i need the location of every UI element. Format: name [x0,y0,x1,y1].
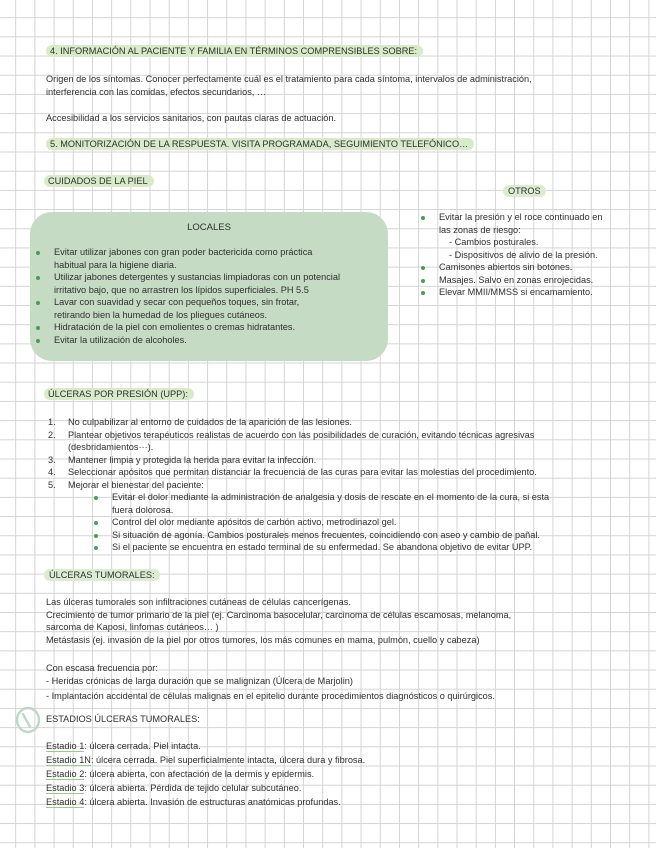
otros-list [419,211,634,299]
upp-heading: ÚLCERAS POR PRESIÓN (UPP): [44,388,194,401]
upp-item: 3. Mantener limpia y protegida la herida para evitar la infección. [48,454,317,465]
stage-description: : úlcera cerrada. Piel intacta. [84,741,201,751]
tumor-frequency-block: Con escasa frecuencia por: - Heridas crónicas de larga duración que se malignizan (Úlcera de Marjolin) - Implantación accidental de células malignas en el epitelio durante procedimientos diagnósticos o quirúrgicos. [46,663,495,701]
upp-sublist [46,491,606,554]
upp-subitem: Control del olor mediante apósitos de carbón activo, metrodinazol gel. [92,516,606,529]
otros-title: OTROS [503,185,546,198]
stage-description: : úlcera abierta. Pérdida de tejido celular subcutáneo. [84,783,302,793]
skin-care-heading: CUIDADOS DE LA PIEL [44,175,154,188]
upp-subitem: Si el paciente se encuentra en estado terminal de su enfermedad. Se abandona objetivo de evitar UPP. [92,541,606,554]
stage-label: Estadio 2 [46,769,85,779]
locales-item: Lavar con suavidad y secar con pequeños toques, sin frotar, retirando bien la humedad de los pliegues cutáneos. [34,296,384,321]
locales-item: Evitar utilizar jabones con gran poder bactericida como práctica habitual para la higiene diaria. [34,246,384,271]
otros-item: Camisones abiertos sin botones. [419,261,634,274]
locales-card [30,212,388,361]
upp-item: 5. Mejorar el bienestar del paciente: [48,479,204,490]
locales-item: Utilizar jabones detergentes y sustancias limpiadoras con un potencial irritativo bajo, que no arrastren los lípidos superficiales. PH 5.5 [34,271,384,296]
upp-list [46,416,606,554]
tumor-ulcers-text: Las úlceras tumorales son infiltraciones cutáneas de células cancerígenas. Crecimiento de tumor primario de la piel (ej. Carcinoma basocelular, carcinoma de células escamosas, melanoma, sarcoma de Kaposi, linfomas cutáneos… ) Metástasis (ej. invasión de la piel por otros tumores, los más comunes en mama, pulmón, cuello y cabeza) [46,597,512,645]
upp-subitem: Si situación de agonía. Cambios posturales menos frecuentes, coincidiendo con aseo y cambio de pañal. [92,529,606,542]
tumor-stages-list [46,740,365,810]
stage-label: Estadio 1 [46,741,85,751]
tumor-stages-heading: ESTADIOS ÚLCERAS TUMORALES: [46,714,200,724]
upp-subitem: Evitar el dolor mediante la administración de analgesia y dosis de rescate en el momento de la cura, si esta fuera dolorosa. [92,491,606,516]
section-4-paragraph: Origen de los síntomas. Conocer perfectamente cuál es el tratamiento para cada síntoma, intervalos de administración, interferencia con las comidas, efectos secundarios, … [46,74,532,97]
stage-row [46,740,365,753]
circled-slash-doodle-icon [14,706,42,734]
upp-item: 4. Seleccionar apósitos que permitan distanciar la frecuencia de las curas para evitar las molestias del procedimiento. [48,467,537,477]
section-5-heading: 5. MONITORIZACIÓN DE LA RESPUESTA. VISITA PROGRAMADA, SEGUIMIENTO TELEFÓNICO… [46,138,474,151]
locales-title: LOCALES [187,222,231,233]
locales-list [34,246,384,346]
upp-item: 1. No culpabilizar al entorno de cuidados de la aparición de las lesiones. [48,417,352,427]
stage-label: Estadio 4 [46,797,85,807]
upp-item: 2. Plantear objetivos terapéuticos realistas de acuerdo con las posibilidades de curación, evitando técnicas agresivas (desbridamientos···). [48,429,535,452]
stage-row [46,768,365,781]
stage-label: Estadio 1N [46,755,91,765]
otros-subitem: - Cambios posturales. [449,237,539,247]
otros-item: Evitar la presión y el roce continuado en las zonas de riesgo: [419,211,634,236]
stage-description: : úlcera abierta. Invasión de estructuras anatómicas profundas. [84,797,341,807]
otros-item: Elevar MMII/MMSS si encamamiento. [419,286,634,299]
otros-sublist [419,236,634,261]
stage-label: Estadio 3 [46,783,85,793]
stage-description: : úlcera cerrada. Piel superficialmente intacta, úlcera dura y fibrosa. [90,755,366,765]
locales-item: Hidratación de la piel con emolientes o cremas hidratantes. [34,321,384,334]
locales-item: Evitar la utilización de alcoholes. [34,334,384,347]
stage-description: : úlcera abierta, con afectación de la dermis y epidermis. [84,769,315,779]
otros-subitem: - Dispositivos de alivio de la presión. [449,249,598,260]
tumor-ulcers-heading: ÚLCERAS TUMORALES: [44,569,160,582]
section-4-accessibility-text: Accesibilidad a los servicios sanitarios, con pautas claras de actuación. [46,113,337,123]
stage-row [46,796,365,809]
stage-row [46,754,365,767]
section-4-heading: 4. INFORMACIÓN AL PACIENTE Y FAMILIA EN TÉRMINOS COMPRENSIBLES SOBRE: [46,45,423,58]
stage-row [46,782,365,795]
otros-item: Masajes. Salvo en zonas enrojecidas. [419,274,634,287]
